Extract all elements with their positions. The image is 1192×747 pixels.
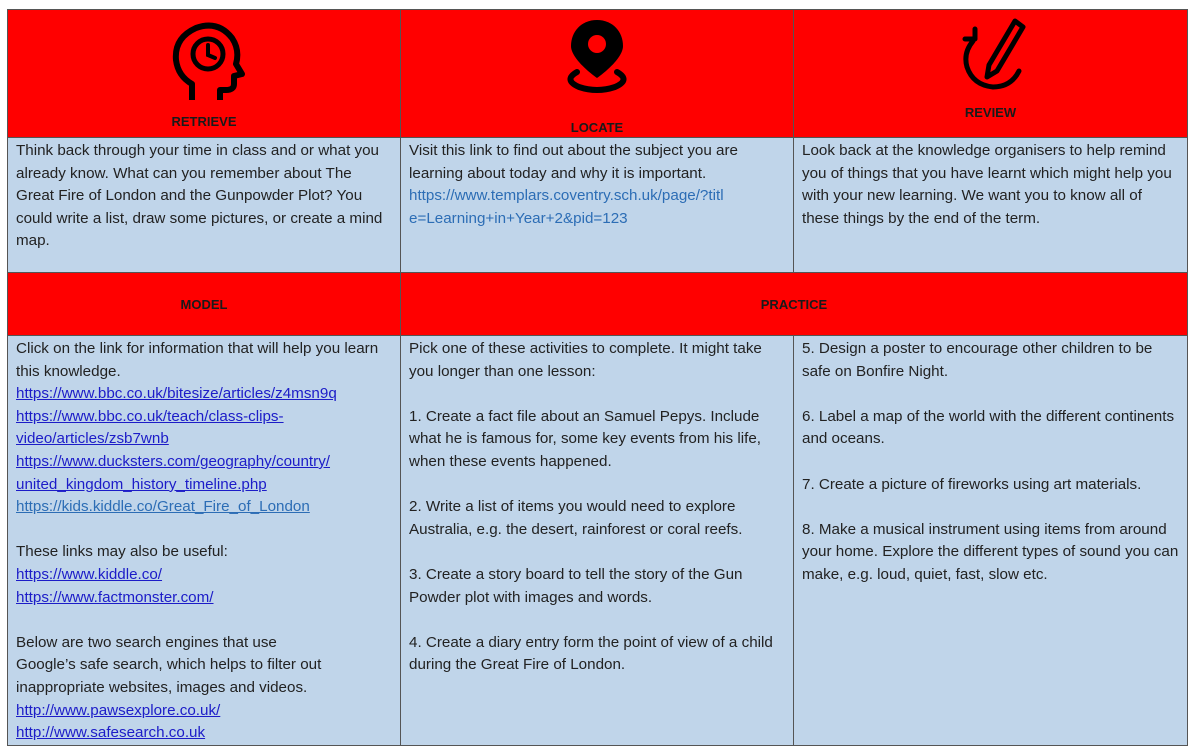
useful-heading: These links may also be useful: xyxy=(16,543,228,561)
model-header xyxy=(8,273,401,336)
head-clock-icon xyxy=(8,18,400,102)
activity-1: 1. Create a fact file about an Samuel Pepys. Include what he is famous for, some key events from his life, when these events happened. xyxy=(409,407,761,470)
practice-body-right xyxy=(794,336,1188,746)
locate-title: LOCATE xyxy=(570,120,624,135)
practice-title: PRACTICE xyxy=(760,296,828,312)
ducksters-link[interactable]: https://www.ducksters.com/geography/country/ united_kingdom_history_timeline.php xyxy=(16,452,331,493)
retrieve-text: Think back through your time in class and or what you already know. What can you remember about The Great Fire of London and the Gunpowder Plot? You could write a list, draw some pictures, or create a mind map. xyxy=(16,142,383,250)
location-pin-icon xyxy=(401,14,793,94)
locate-link[interactable]: https://www.templars.coventry.sch.uk/page/?titl e=Learning+in+Year+2&pid=123 xyxy=(409,187,724,227)
review-text: Look back at the knowledge organisers to help remind you of things that you have learnt which might help you with your new learning. We want you to know all of these things by the end of the term. xyxy=(802,142,1172,227)
activity-3: 3. Create a story board to tell the story of the Gun Powder plot with images and words. xyxy=(409,565,743,606)
locate-body xyxy=(401,138,794,273)
retrieve-title: RETRIEVE xyxy=(171,114,237,129)
activity-7: 7. Create a picture of fireworks using art materials. xyxy=(802,475,1142,493)
retrieve-header xyxy=(8,10,401,138)
factmonster-link[interactable]: https://www.factmonster.com/ xyxy=(16,588,214,606)
safesearch-link[interactable]: http://www.safesearch.co.uk xyxy=(16,724,206,742)
kiddle-link[interactable]: https://www.kiddle.co/ xyxy=(16,565,163,583)
review-title: REVIEW xyxy=(964,105,1017,120)
kiddle-fire-link[interactable]: https://kids.kiddle.co/Great_Fire_of_London xyxy=(16,498,310,516)
model-intro: Click on the link for information that will help you learn this knowledge. xyxy=(16,340,379,380)
pawsexplore-link[interactable]: http://www.pawsexplore.co.uk/ xyxy=(16,701,221,719)
review-body xyxy=(794,138,1188,273)
retrieve-body xyxy=(8,138,401,273)
review-header xyxy=(794,10,1188,138)
locate-text: Visit this link to find out about the subject you are learning about today and why it is important. xyxy=(409,142,738,182)
activity-2: 2. Write a list of items you would need to explore Australia, e.g. the desert, rainforest or coral reefs. xyxy=(409,498,743,538)
activity-4: 4. Create a diary entry form the point of view of a child during the Great Fire of London. xyxy=(409,633,773,674)
circle-pencil-icon xyxy=(794,15,1187,95)
activity-6: 6. Label a map of the world with the different continents and oceans. xyxy=(802,407,1175,448)
bbc-teach-link[interactable]: https://www.bbc.co.uk/teach/class-clips- video/articles/zsb7wnb xyxy=(16,407,284,448)
search-intro-line1: Below are two search engines that use xyxy=(16,633,277,651)
practice-body-left xyxy=(401,336,794,746)
search-intro-line2: Google’s safe search, which helps to filter out inappropriate websites, images and videos. xyxy=(16,656,322,696)
activity-8: 8. Make a musical instrument using items from around your home. Explore the different types of sound you can make, e.g. loud, quiet, fast, slow etc. xyxy=(802,520,1179,583)
model-body xyxy=(8,336,401,746)
locate-header xyxy=(401,10,794,138)
model-title: MODEL xyxy=(180,296,228,312)
activity-5: 5. Design a poster to encourage other children to be safe on Bonfire Night. xyxy=(802,340,1153,380)
learning-grid xyxy=(7,9,1188,746)
bitesize-link[interactable]: https://www.bbc.co.uk/bitesize/articles/z4msn9q xyxy=(16,385,337,403)
practice-header xyxy=(401,273,1188,336)
practice-intro: Pick one of these activities to complete. It might take you longer than one lesson: xyxy=(409,340,762,380)
